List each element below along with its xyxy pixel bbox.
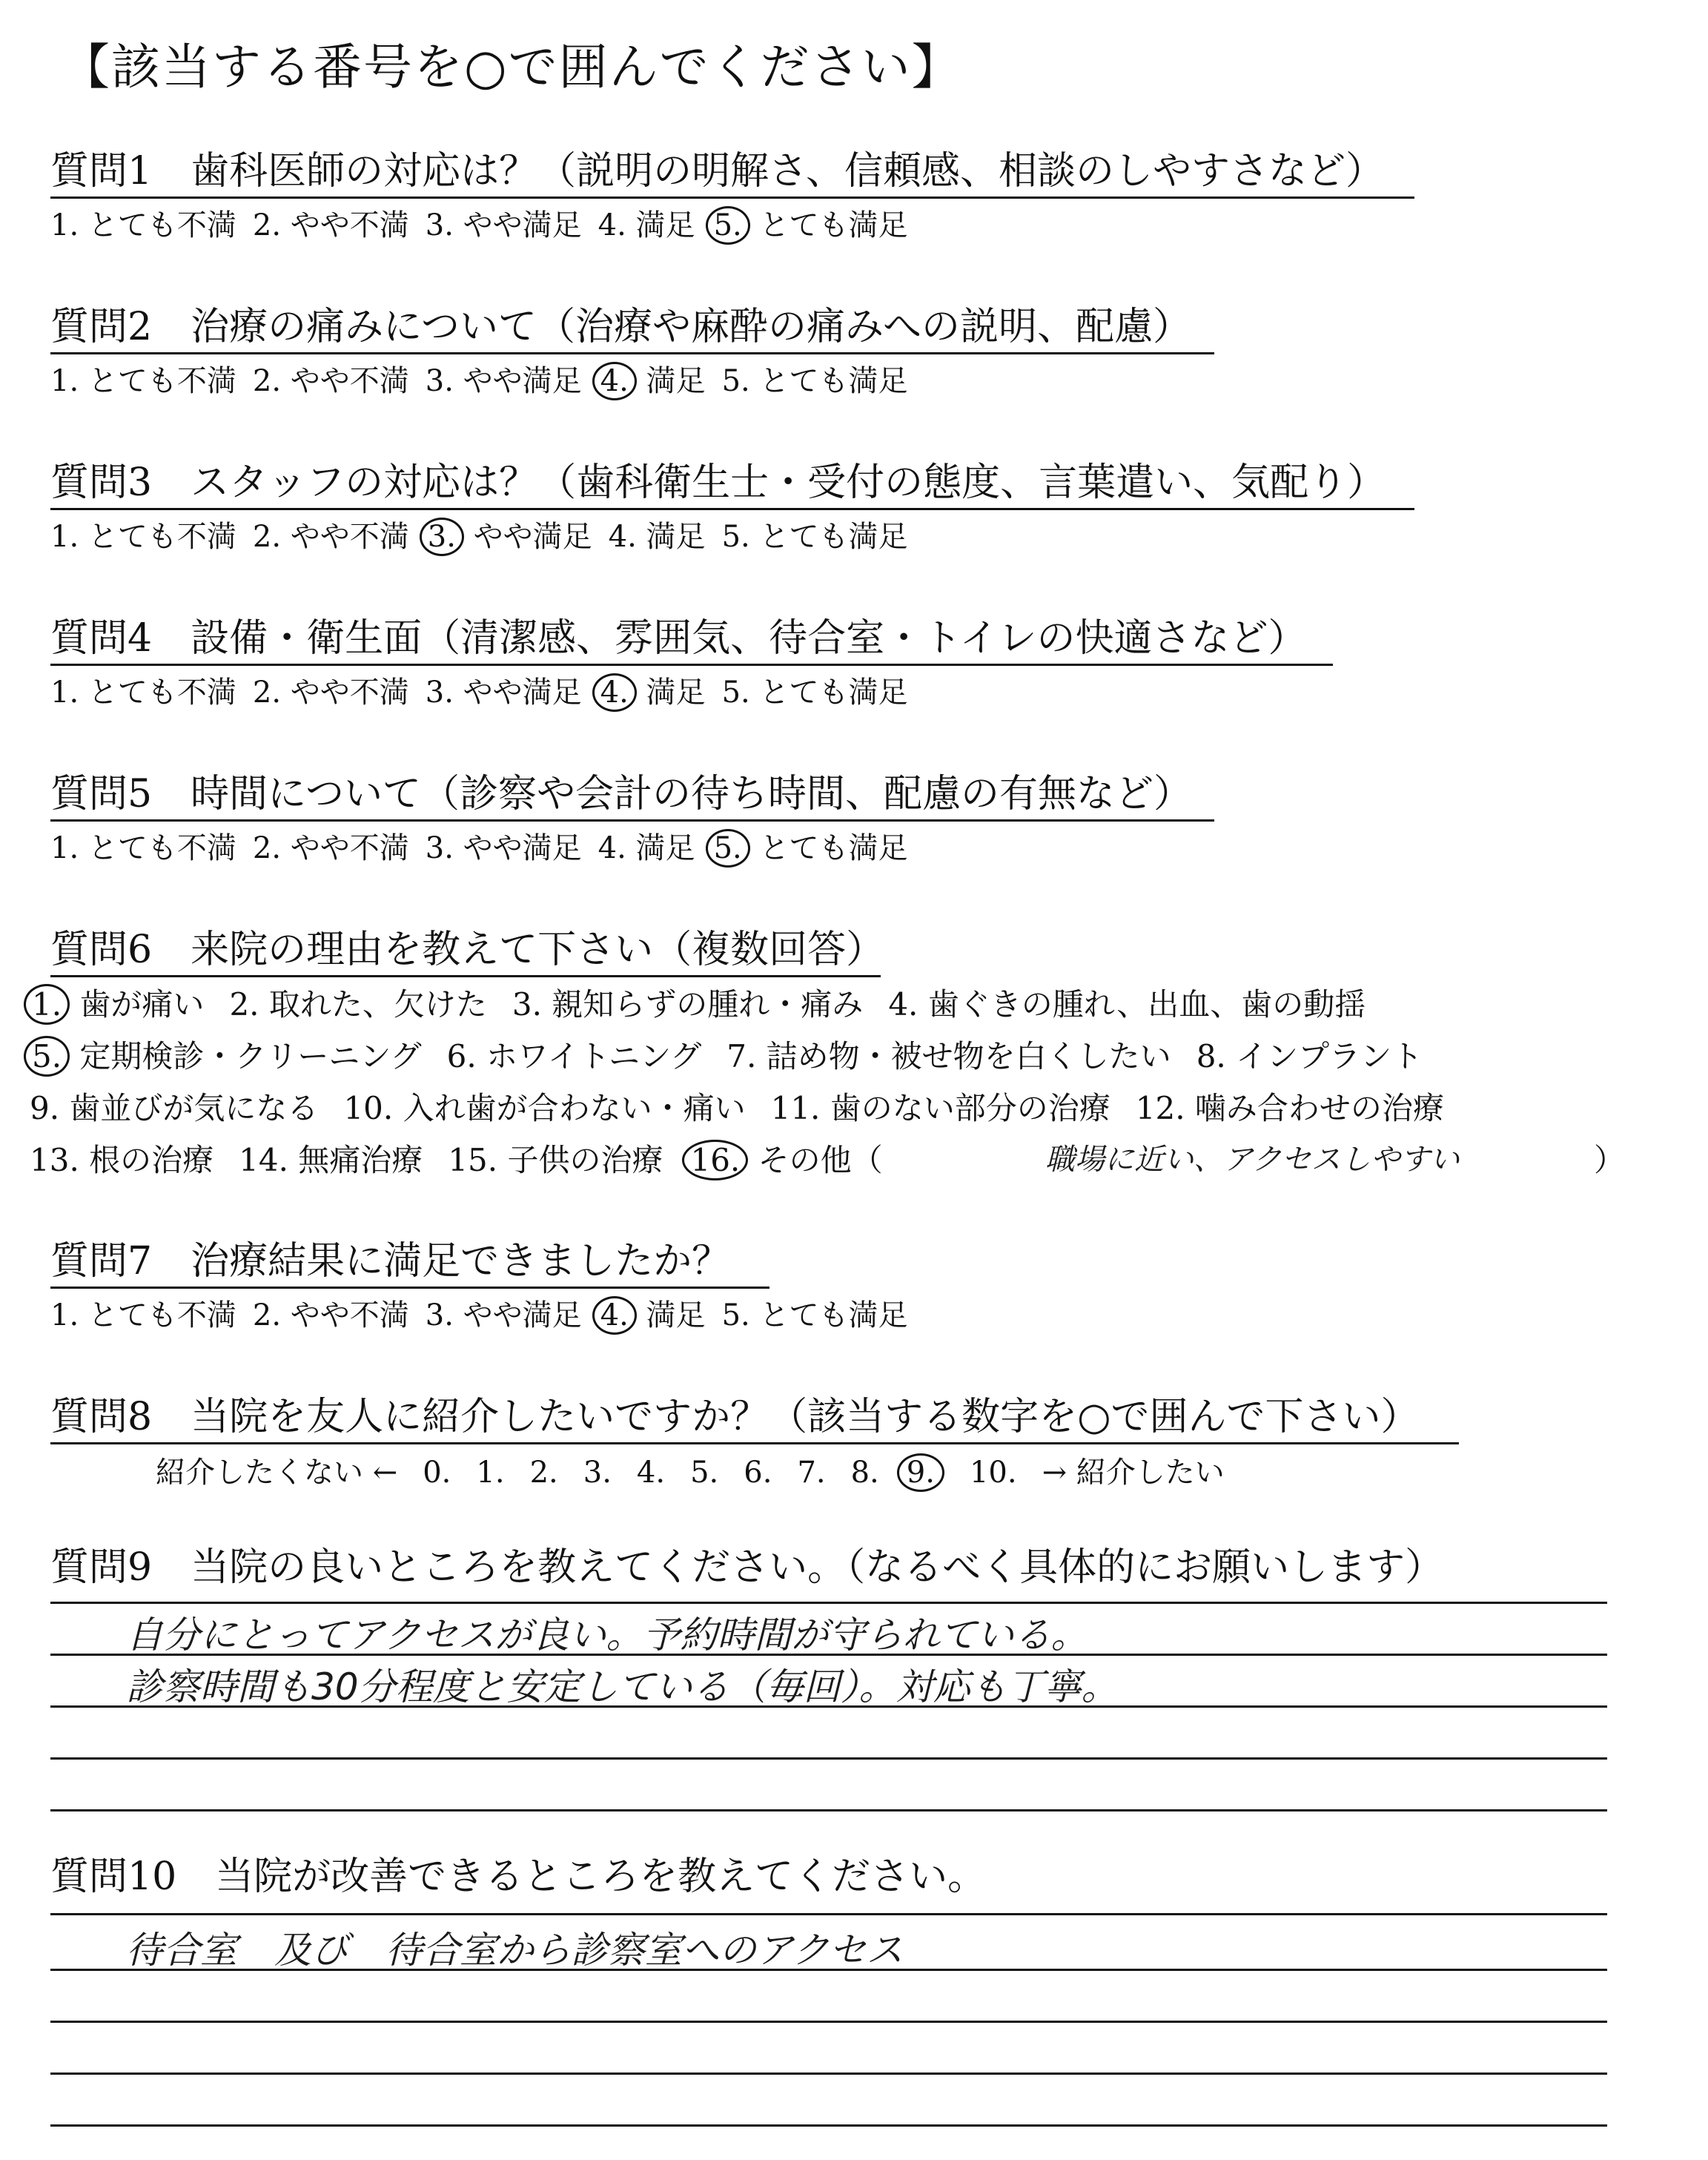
option-number: 3.	[512, 986, 542, 1023]
option-number: 1.	[50, 676, 79, 710]
option-number: 4.	[592, 362, 637, 400]
option-number: 2.	[252, 364, 282, 398]
option-number: 2.	[252, 208, 282, 242]
q1-option-2[interactable]: 2. やや不満	[252, 208, 409, 242]
q7-options	[50, 1298, 924, 1332]
option-number: 3.	[425, 364, 454, 398]
q10-heading: 質問10 当院が改善できるところを教えてください。	[50, 1855, 987, 1899]
option-number: 2.	[252, 1298, 282, 1332]
q10-rule	[50, 1913, 1607, 1915]
q5-option-5[interactable]: 5. とても満足	[712, 831, 908, 865]
q8-right-label: → 紹介したい	[1042, 1456, 1225, 1490]
q4-option-2[interactable]: 2. やや不満	[252, 676, 409, 710]
option-number: 13.	[30, 1142, 79, 1178]
option-number: 1.	[50, 208, 79, 242]
q7-option-1[interactable]: 1. とても不満	[50, 1298, 236, 1332]
q2-options	[50, 366, 924, 396]
q8-scale-value[interactable]: 8.	[850, 1456, 879, 1490]
q7-option-4[interactable]: 4. 満足	[598, 1298, 706, 1332]
q10-rule	[50, 2124, 1607, 2127]
q6-option[interactable]: 3. 親知らずの腫れ・痛み	[512, 986, 864, 1023]
option-number: 1.	[24, 984, 70, 1025]
option-number: 9.	[30, 1090, 60, 1126]
q6-option[interactable]: 12. 噛み合わせの治療	[1135, 1090, 1444, 1126]
q8-scale-value[interactable]: 3.	[583, 1456, 612, 1490]
q2-option-1[interactable]: 1. とても不満	[50, 364, 236, 398]
q6-row-2	[30, 1038, 1448, 1074]
q1-option-4[interactable]: 4. 満足	[598, 208, 695, 242]
option-number: 5.	[24, 1036, 70, 1077]
q5-option-2[interactable]: 2. やや不満	[252, 831, 409, 865]
q6-option[interactable]: 4. 歯ぐきの腫れ、出血、歯の動揺	[888, 986, 1366, 1023]
option-number: 4.	[592, 673, 637, 712]
q5-option-3[interactable]: 3. やや満足	[425, 831, 582, 865]
q6-option[interactable]: 10. 入れ歯が合わない・痛い	[343, 1090, 746, 1126]
option-number: 3.	[425, 676, 454, 710]
option-number: 5.	[721, 1298, 750, 1332]
q5-underline	[50, 819, 1214, 822]
option-number: 1.	[50, 1298, 79, 1332]
q2-option-4[interactable]: 4. 満足	[598, 364, 706, 398]
q8-scale-value[interactable]: 0.	[423, 1456, 451, 1490]
q10-answer-line-1: 待合室 及び 待合室から診察室へのアクセス	[126, 1929, 904, 1972]
q3-underline	[50, 508, 1414, 510]
q9-rule	[50, 1809, 1607, 1811]
q6-row-3	[30, 1090, 1469, 1126]
q6-option[interactable]: 8. インプラント	[1196, 1038, 1423, 1074]
q6-other-close: ）	[1594, 1142, 1626, 1178]
q3-option-2[interactable]: 2. やや不満	[252, 520, 409, 554]
q6-row-1	[30, 986, 1391, 1023]
q6-option[interactable]: 9. 歯並びが気になる	[30, 1090, 319, 1126]
q6-other-answer: 職場に近い、アクセスしやすい	[1045, 1143, 1460, 1177]
option-number: 2.	[252, 676, 282, 710]
q8-scale-value[interactable]: 2.	[529, 1456, 558, 1490]
option-number: 1.	[50, 520, 79, 554]
option-number: 5.	[706, 829, 750, 868]
q4-option-1[interactable]: 1. とても不満	[50, 676, 236, 710]
option-number: 10.	[343, 1090, 394, 1126]
option-number: 4.	[608, 520, 637, 554]
q8-scale-value[interactable]: 5.	[690, 1456, 719, 1490]
q9-rule	[50, 1705, 1607, 1708]
q7-option-5[interactable]: 5. とても満足	[721, 1298, 908, 1332]
q8-scale-value[interactable]: 10.	[969, 1456, 1017, 1490]
q1-options	[50, 208, 924, 242]
q3-heading: 質問3 スタッフの対応は？（歯科衛生士・受付の態度、言葉遣い、気配り）	[50, 460, 1386, 505]
q8-scale-value[interactable]: 9.	[897, 1453, 944, 1492]
option-number: 11.	[770, 1090, 821, 1126]
q3-option-5[interactable]: 5. とても満足	[721, 520, 908, 554]
q2-heading: 質問2 治療の痛みについて（治療や麻酔の痛みへの説明、配慮）	[50, 305, 1192, 349]
q8-heading: 質問8 当院を友人に紹介したいですか？（該当する数字を○で囲んで下さい）	[50, 1395, 1420, 1439]
option-number: 1.	[50, 364, 79, 398]
q6-underline	[50, 975, 881, 977]
q4-options	[50, 676, 924, 710]
q6-option[interactable]: 14. 無痛治療	[239, 1142, 423, 1178]
option-number: 5.	[721, 676, 750, 710]
q6-option[interactable]: 1. 歯が痛い	[30, 986, 204, 1023]
option-number: 7.	[726, 1038, 757, 1074]
q6-option[interactable]: 16. その他（	[688, 1142, 882, 1178]
q5-option-4[interactable]: 4. 満足	[598, 831, 695, 865]
option-number: 3.	[425, 208, 454, 242]
q2-underline	[50, 352, 1214, 354]
q6-option[interactable]: 7. 詰め物・被せ物を白くしたい	[726, 1038, 1171, 1074]
q9-rule	[50, 1757, 1607, 1760]
q1-option-5[interactable]: 5. とても満足	[712, 208, 908, 242]
q7-underline	[50, 1287, 769, 1289]
q7-option-2[interactable]: 2. やや不満	[252, 1298, 409, 1332]
q4-underline	[50, 664, 1333, 666]
option-number: 3.	[425, 831, 454, 865]
q6-row-4	[30, 1142, 908, 1178]
q3-option-3[interactable]: 3. やや満足	[426, 520, 592, 554]
q1-heading: 質問1 歯科医師の対応は？（説明の明解さ、信頼感、相談のしやすさなど）	[50, 149, 1385, 194]
q4-option-4[interactable]: 4. 満足	[598, 676, 706, 710]
option-number: 4.	[592, 1296, 637, 1335]
q9-answer-line-1: 自分にとってアクセスが良い。予約時間が守られている。	[126, 1614, 1088, 1657]
option-number: 2.	[229, 986, 259, 1023]
q7-heading: 質問7 治療結果に満足できましたか？	[50, 1239, 731, 1284]
q10-rule	[50, 1969, 1607, 1971]
page-title: 【該当する番号を○で囲んでください】	[61, 39, 962, 96]
q9-answer-line-2: 診察時間も30分程度と安定している（毎回）。対応も丁寧。	[126, 1665, 1119, 1708]
q9-rule	[50, 1654, 1607, 1656]
option-number: 3.	[425, 1298, 454, 1332]
q3-options	[50, 522, 924, 552]
option-number: 2.	[252, 520, 282, 554]
q1-underline	[50, 196, 1414, 199]
q8-scale-value[interactable]: 1.	[476, 1456, 505, 1490]
q8-scale-value[interactable]: 4.	[636, 1456, 666, 1490]
q4-option-5[interactable]: 5. とても満足	[721, 676, 908, 710]
q10-rule	[50, 2021, 1607, 2023]
q6-option[interactable]: 13. 根の治療	[30, 1142, 214, 1178]
option-number: 4.	[598, 831, 626, 865]
option-number: 5.	[721, 520, 750, 554]
option-number: 4.	[598, 208, 626, 242]
q2-option-2[interactable]: 2. やや不満	[252, 364, 409, 398]
q6-option[interactable]: 2. 取れた、欠けた	[229, 986, 487, 1023]
q6-option[interactable]: 15. 子供の治療	[448, 1142, 663, 1178]
q10-rule	[50, 2073, 1607, 2075]
q3-option-1[interactable]: 1. とても不満	[50, 520, 236, 554]
q4-option-3[interactable]: 3. やや満足	[425, 676, 582, 710]
q6-heading: 質問6 来院の理由を教えて下さい（複数回答）	[50, 928, 885, 972]
q8-scale-value[interactable]: 6.	[744, 1456, 772, 1490]
q7-option-3[interactable]: 3. やや満足	[425, 1298, 582, 1332]
option-number: 16.	[682, 1140, 748, 1180]
q8-left-label: 紹介したくない ←	[156, 1456, 398, 1490]
q1-option-3[interactable]: 3. やや満足	[425, 208, 582, 242]
option-number: 4.	[888, 986, 918, 1023]
option-number: 1.	[50, 831, 79, 865]
option-number: 12.	[1135, 1090, 1185, 1126]
option-number: 15.	[448, 1142, 498, 1178]
q2-option-3[interactable]: 3. やや満足	[425, 364, 582, 398]
option-number: 14.	[239, 1142, 288, 1178]
q9-rule	[50, 1602, 1607, 1604]
option-number: 3.	[420, 518, 464, 556]
q5-heading: 質問5 時間について（診察や会計の待ち時間、配慮の有無など）	[50, 772, 1193, 816]
q9-heading: 質問9 当院の良いところを教えてください。（なるべく具体的にお願いします）	[50, 1545, 1444, 1590]
option-number: 5.	[706, 206, 750, 245]
q6-option[interactable]: 5. 定期検診・クリーニング	[30, 1038, 422, 1074]
option-number: 2.	[252, 831, 282, 865]
q5-options	[50, 833, 924, 863]
q6-option[interactable]: 6. ホワイトニング	[446, 1038, 702, 1074]
q3-option-4[interactable]: 4. 満足	[608, 520, 706, 554]
q2-option-5[interactable]: 5. とても満足	[721, 364, 908, 398]
q8-scale	[156, 1456, 1250, 1490]
q1-option-1[interactable]: 1. とても不満	[50, 208, 236, 242]
q8-scale-value[interactable]: 7.	[797, 1456, 826, 1490]
q5-option-1[interactable]: 1. とても不満	[50, 831, 236, 865]
q6-option[interactable]: 11. 歯のない部分の治療	[770, 1090, 1110, 1126]
option-number: 6.	[446, 1038, 477, 1074]
q4-heading: 質問4 設備・衛生面（清潔感、雰囲気、待合室・トイレの快適さなど）	[50, 616, 1307, 661]
option-number: 8.	[1196, 1038, 1226, 1074]
q8-underline	[50, 1442, 1459, 1444]
option-number: 5.	[721, 364, 750, 398]
